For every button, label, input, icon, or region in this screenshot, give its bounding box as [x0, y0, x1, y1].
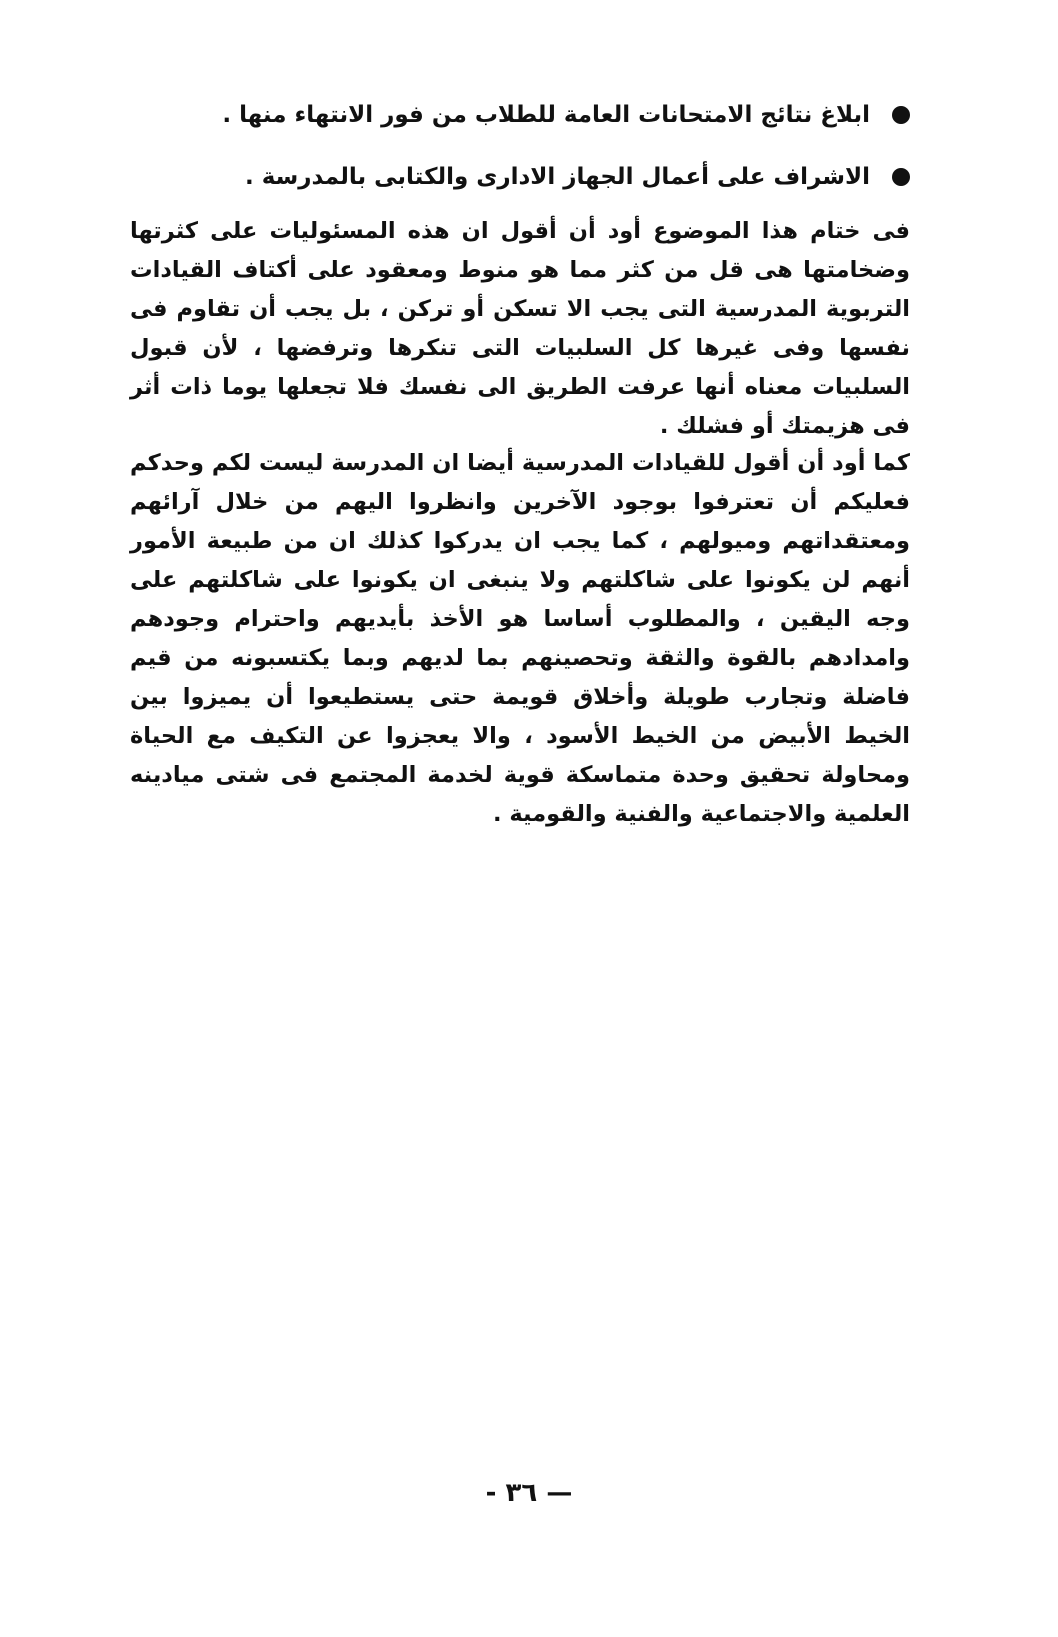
page-number: — ٣٦ - — [485, 1478, 573, 1508]
bullet-text: ابلاغ نتائج الامتحانات العامة للطلاب من فور الانتهاء منها . — [222, 102, 870, 128]
bullet-list — [210, 84, 910, 208]
bullet-item — [210, 146, 910, 208]
bullet-text: الاشراف على أعمال الجهاز الادارى والكتابى بالمدرسة . — [244, 164, 870, 190]
bullet-dot-icon — [892, 168, 910, 186]
bullet-item — [210, 84, 910, 146]
closing-paragraph: فى ختام هذا الموضوع أود أن أقول ان هذه المسئوليات على كثرتها وضخامتها هى قل من كثر مما هو منوط ومعقود على أكتاف القيادات التربوية المدرسية التى يجب الا تسكن أو تركن ، بل يجب أن تقاوم فى نفسها وفى غيرها كل السلبيات التى تنكرها وترفضها ، لأن قبول السلبيات معناه أنها عرفت الطريق الى نفسك فلا تجعلها يوما ذات أثر فى هزيمتك أو فشلك . — [130, 218, 910, 439]
advice-paragraph: كما أود أن أقول للقيادات المدرسية أيضا ان المدرسة ليست لكم وحدكم فعليكم أن تعترفوا بوجود الآخرين وانظروا اليهم من خلال آرائهم ومعتقداتهم وميولهم ، كما يجب ان يدركوا كذلك ان من طبيعة الأمور أنهم لن يكونوا على شاكلتهم ولا ينبغى ان يكونوا على شاكلتهم على وجه اليقين ، والمطلوب أساسا هو الأخذ بأيديهم واحترام وجودهم وامدادهم بالقوة والثقة وتحصينهم بما لديهم وبما يكتسبونه من قيم فاضلة وتجارب طويلة وأخلاق قويمة حتى يستطيعوا أن يميزوا بين الخيط الأبيض من الخيط الأسود ، والا يعجزوا عن التكيف مع الحياة ومحاولة تحقيق وحدة متماسكة قوية لخدمة المجتمع فى شتى ميادينه العلمية والاجتماعية والفنية والقومية . — [130, 450, 910, 827]
bullet-dot-icon — [892, 106, 910, 124]
